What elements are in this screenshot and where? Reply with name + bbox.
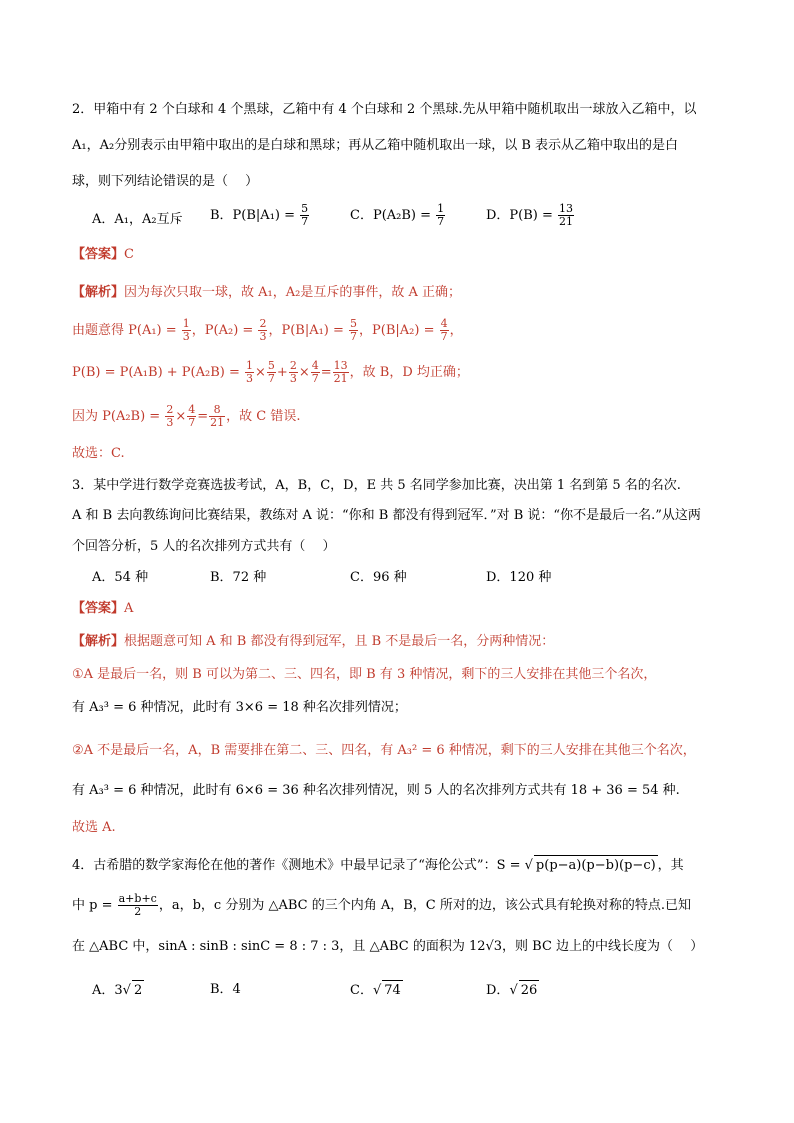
q4-stem-line1: 4．古希腊的数学家海伦在他的著作《测地术》中最早记录了“海伦公式”：S = √ p(p−a)(p−b)(p−c) ，其 — [72, 855, 684, 876]
q4-option-c: C．√ 74 — [350, 980, 403, 1001]
q2-analysis-4: 因为 P(A₂B) = $\frac{2}{3}$ × $\frac{4}{7}$ = $\frac{8}{21}$ ，故 C 错误. — [72, 403, 301, 429]
q2-option-a: A．A₁，A₂互斥 — [92, 212, 183, 227]
q3-case2-line2: 有 A₃³ = 6 种情况，此时有 6×6 = 36 种名次排列情况，则 5 人的名次排列方式共有 18 + 36 = 54 种. — [72, 783, 680, 798]
q4-option-b: B．4 — [210, 982, 241, 997]
q2-stem-line1: 2．甲箱中有 2 个白球和 4 个黑球，乙箱中有 4 个白球和 2 个黑球.先从甲箱中随机取出一球放入乙箱中，以 — [72, 102, 697, 117]
q3-case1-line1: ①A 是最后一名，则 B 可以为第二、三、四名，即 B 有 3 种情况，剩下的三人安排在其他三个名次， — [72, 667, 657, 682]
q4-option-a: A．3√ 2 — [92, 980, 144, 1001]
q3-option-c: C．96 种 — [350, 570, 407, 585]
q3-option-a: A．54 种 — [92, 570, 149, 585]
q2-option-d: D．P(B) = $\frac{13}{21}$ — [486, 202, 574, 228]
q3-stem-line3: 个回答分析，5 人的名次排列方式共有（ ） — [72, 539, 336, 554]
q2-stem-line2: A₁，A₂分别表示由甲箱中取出的是白球和黑球；再从乙箱中随机取出一球，以 B 表示从乙箱中取出的是白 — [72, 138, 679, 153]
q2-option-b: B．P(B|A₁) = $\frac{5}{7}$ — [210, 202, 309, 228]
q2-analysis-2: 由题意得 P(A₁) = $\frac{1}{3}$ ，P(A₂) = $\frac{2}{3}$ ，P(B|A₁) = $\frac{5}{7}$ ，P(B|A₂) = $\frac{4}{7}$ ， — [72, 317, 463, 343]
q2-choose: 故选：C. — [72, 446, 125, 461]
q3-answer: 【答案】A — [72, 601, 134, 616]
q4-stem-line3: 在 △ABC 中，sinA : sinB : sinC = 8 : 7 : 3，且 △ABC 的面积为 12√3，则 BC 边上的中线长度为（ ） — [72, 939, 704, 954]
q2-option-c: C．P(A₂B) = $\frac{1}{7}$ — [350, 202, 445, 228]
q3-case2-line1: ②A 不是最后一名，A，B 需要排在第二、三、四名，有 A₃² = 6 种情况，剩下的三人安排在其他三个名次， — [72, 743, 696, 758]
q3-analysis-1: 【解析】根据题意可知 A 和 B 都没有得到冠军，且 B 不是最后一名，分两种情况： — [72, 634, 555, 649]
q4-heron-radicand: p(p−a)(p−b)(p−c) — [534, 855, 658, 876]
q3-case1-line2: 有 A₃³ = 6 种情况，此时有 3×6 = 18 种名次排列情况； — [72, 700, 407, 715]
q2-answer: 【答案】C — [72, 247, 134, 262]
q3-option-b: B．72 种 — [210, 570, 267, 585]
q3-choose: 故选 A. — [72, 820, 116, 835]
q2-stem-line3: 球，则下列结论错误的是（ ） — [72, 174, 259, 189]
q2-analysis-1: 【解析】因为每次只取一球，故 A₁，A₂是互斥的事件，故 A 正确； — [72, 285, 462, 300]
q2-analysis-3: P(B) = P(A₁B) + P(A₂B) = $\frac{1}{3}$ × $\frac{5}{7}$ + $\frac{2}{3}$ × $\frac{4}{7}$ = $\frac{13}{21}$ ，故 B，D 均正确； — [72, 359, 469, 385]
q4-option-d: D．√ 26 — [486, 980, 539, 1001]
q3-stem-line2: A 和 B 去向教练询问比赛结果，教练对 A 说：“你和 B 都没有得到冠军．”对 B 说：“你不是最后一名.”从这两 — [72, 508, 701, 523]
q3-option-d: D．120 种 — [486, 570, 552, 585]
q4-stem-line2: 中 p = $\frac{a+b+c}{2}$ ，a，b，c 分别为 △ABC 的三个内角 A，B，C 所对的边，该公式具有轮换对称的特点.已知 — [72, 892, 691, 918]
q3-stem-line1: 3．某中学进行数学竞赛选拔考试，A，B，C，D，E 共 5 名同学参加比赛，决出第 1 名到第 5 名的名次. — [72, 478, 681, 493]
